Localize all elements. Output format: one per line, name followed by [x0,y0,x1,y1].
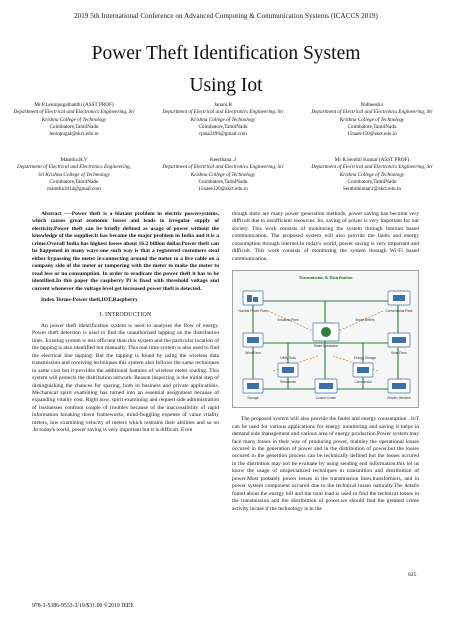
smart-grid-figure [232,270,419,408]
author-email[interactable]: 15naee150@skct.edu.in [347,131,397,138]
author-block [149,157,297,193]
figure-label: Wind Farm [245,351,261,356]
author-institution: Krishna College of Technology [190,171,256,178]
author-name: Keerthana .J [210,157,236,163]
author-block [149,102,297,138]
title-line-1: Power Theft Identification System [91,43,361,64]
page-number: 825 [408,572,417,578]
author-block [298,102,446,138]
introduction-paragraph: An power theft identification system is used to analyses the flow of energy. Power theft detection is used to find the unauthorized tapping on the distribution lines. Existing system is less efficient than this system and the particular location of the tapping is also identified but manually. This real time system is also used to find the electrical line tapping. But the tapping is found by using the wireless data transmission and receiving techniques.this system also follows the same techniques in same cost but it provides the additional features of wireless meter reading. This system will protects the distribution network. Reason inspecting is the initial step of distinguishing the chances for sparing, both in business and private applications. Mechanical spirit examining has turned into an essential assignment because of expanding vitality cost. Right now, spirit examining and request side administration of businesses confront couple of troubles because of the inaccessibility of rapid information breaking down frameworks, mind-boggling expense of value vitality meters, low examining velocity of meters which restrains their abilities and so on .In today's world, power saving is very important but it is difficult. Even [32,322,219,434]
author-city: Coimbatore,TamilNadu [49,178,99,185]
author-name: Mr R.Senthil Kumar (ASST PROF) [334,157,410,163]
figure-label: Smart Substation [313,344,339,349]
section-heading-introduction: I. INTRODUCTION [99,312,152,319]
author-city: Coimbatore,TamilNadu [198,178,248,185]
author-city: Coimbatore,TamilNadu [347,178,397,185]
abstract: Abstract ----Power theft is a blatant problem in electric powersystems, which causes great economic losses and leads to irregular supply of electicity.Power theft can be briefly defined as usage of power without the knowledge of the supplier.It has become the major problem in India and it is a crime.Overall India has highest losses about 16.2 billion dollar.Power theft can be happened in many ways one such way is that a registered customers steal either bypassing the meter ie:connecting around the meter to a live cable on a company side of the meter or tampering with the meter to make the meter to read less or no consumption. In order to eradicate the power theft it has to be identified.In this paper the raspberry Pi is fixed with threshold voltage and current whenever the voltage level get increased power theft is detected. [32,211,219,292]
author-email[interactable]: rjana2496@gmail.com [199,131,247,138]
author-name: Janani.R [213,102,232,108]
author-department: Department of Electrical and Electronics Engineering, Sri [311,109,433,116]
author-name: Nidheesh.s [360,102,384,108]
figure-label: Storage [247,396,259,401]
left-column [32,211,219,435]
author-email[interactable]: leninpugal@skct.edu.in [49,131,99,138]
author-row-1 [0,102,452,138]
author-institution: Krishna College of Technology [339,171,405,178]
author-department: Department of Electrical and Electronics Engineering, Sri [311,164,433,171]
author-institution: Krishna College of Technology [190,116,256,123]
figure-label: Residential [280,380,296,385]
figure-label: Conventional Plant [385,309,413,314]
figure-label: Energy Storage [353,356,377,361]
paper-title [0,38,452,102]
figure-title: Transmission & Distribution [298,275,353,281]
author-city: Coimbatore,TamilNadu [198,123,248,130]
author-institution: Krishna College of Technology [41,116,107,123]
body-paragraph: though there are many power generation methods, power saving has become very difficult due to insufficient resources. So, saving of power is very important for our society. This work consists of monitoring the system through Internet based communication. The proposed system will also provide the faults and energy consumption through internet.In today's world, power saving is very important and difficult. This work consists of monitoring the system through Wi-Fi based communication. [232,211,419,262]
author-block [298,157,446,193]
author-row-2 [0,157,452,193]
author-department: Department of Electrical and Electronics Engineering, Sri [162,109,284,116]
smart-grid-diagram [233,271,420,409]
author-email[interactable]: 15naee120@skct.edu.in [198,186,248,193]
figure-label: Commercial [354,380,372,385]
figure-label: Solar Farm [391,351,407,356]
author-email[interactable]: Senthilkumar.r@skct.edu.in [343,186,401,193]
figure-label: Smart Meters [355,318,375,323]
author-department: Department of Electrical and Electronics Engineering, Sri [13,109,135,116]
footer-copyright: 978-1-5386-9533-3/19/$31.00 ©2019 IEEE [32,603,134,609]
author-block [0,157,148,193]
author-block [0,102,148,138]
title-line-2: Using Iot [189,75,263,96]
author-institution: Krishna College of Technology [339,116,405,123]
author-name: Mr.P.Leninpugalhanthi (ASST PROF) [34,102,114,108]
figure-label: Electric Vehicles [387,396,411,401]
author-city: Coimbatore,TamilNadu [49,123,99,130]
author-department: Department of Electrical and Electronics Engineering, [17,164,131,171]
author-email[interactable]: mamtha1814@gmail.com [47,186,101,193]
figure-label: Utility Data [280,356,296,361]
index-terms: Index Terms-Power theft,IOT,Raspberry [41,296,138,303]
body-paragraph: The proposed system will also provide the faults and energy consumption . IoT can be used for various applications for energy monitoring and saving it helps in demand side management and various area of energy production.Power system may face many losses in their way of producing power, mainley the operational losses occured in the generation of power and in the distribution of power.but the losses occured in the genertion process can be technically defined but the losses occured in the distrbition may not be evaluate by using sending end information.this let us know the usage of unspecialized techniques in transmition and distribution of power.Most probably power losses in the transmission lines,transformers, and in power system component occured due to the technical losses naturally.The details found about the energy bill and the total load is used to find the technical losses in the transmission and the distribution of power.we should find the greatest crime activity incase if the technology is in the [232,416,419,512]
conference-header: 2019 5th International Conference on Advanced Computing & Communication Systems (ICACCS 2019) [74,12,378,20]
figure-label: Control Center [315,396,337,401]
author-department: Department of Electrical and Electronics Engineering, Sri [162,164,284,171]
figure-label: Industrial Plant [277,318,299,323]
figure-label: Nuclear Power Plant [238,309,268,314]
right-column [232,211,419,513]
author-city: Coimbatore,TamilNadu [347,123,397,130]
author-name: Mamtha.R.V [60,157,88,163]
author-institution: Sri Krishna College of Technology [38,171,110,178]
